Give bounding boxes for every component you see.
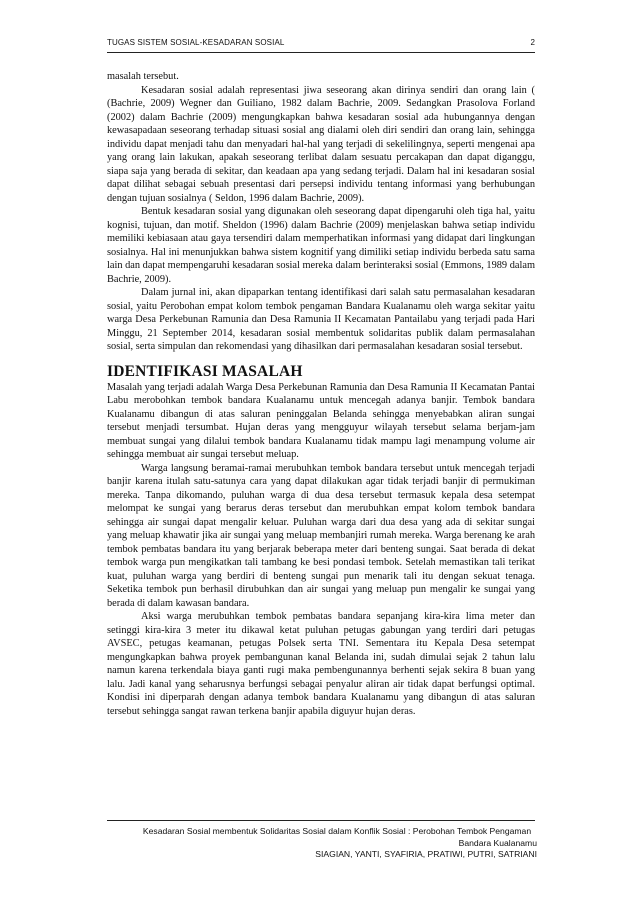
paragraph-masalah: Masalah yang terjadi adalah Warga Desa Perkebunan Ramunia dan Desa Ramunia II Kecamatan Pantai Labu merobohkan tembok bandara Kualanamu untuk mencegah adanya banjir. Tembok bandara Kualanamu dibangun di atas saluran peninggalan Belanda sehingga menyebabkan aliran sungai tersebut menjadi tersumbat. Hujan deras yang mengguyur wilayah tersebut selama berjam-jam membuat sungai yang dilalui tembok bandara Kualanamu tidak mampu lagi menampung volume air sehingga membuat air sungai tersebut meluap.: [107, 381, 535, 460]
page-header: [107, 38, 535, 47]
footer-divider: [107, 820, 535, 821]
footer-authors: SIAGIAN, YANTI, SYAFIRIA, PRATIWI, PUTRI, SATRIANI: [315, 849, 537, 859]
header-title: TUGAS SISTEM SOSIAL-KESADARAN SOSIAL: [107, 38, 285, 47]
footer-title-line: Kesadaran Sosial membentuk Solidaritas Sosial dalam Konflik Sosial : Perobohan Tembok Pengaman: [142, 826, 532, 836]
page-number: 2: [530, 38, 535, 47]
document-body: [107, 70, 535, 718]
paragraph-continuation: masalah tersebut.: [107, 71, 179, 82]
paragraph-aksi-warga: Aksi warga merubuhkan tembok pembatas bandara sepanjang kira-kira lima meter dan setinggi kira-kira 3 meter itu dikawal ketat puluhan petugas gabungan yang terdiri dari petugas AVSEC, petugas keamanan, petugas Polsek serta TNI. Sementara itu Kepala Desa setempat mengungkapkan bahwa proyek pembangunan kanal Belanda ini, sudah dimulai sejak 2 tahun lalu namun karena terkendala biaya ganti rugi maka pembengunannya berhenti sejak sekira 8 buan yang lalu. Jadi kanal yang seharusnya berfungsi sebagai penyalur aliran air tidak dapat berfungsi optimal. Kondisi ini diperparah dengan adanya tembok bandara Kualanamu yang dibangun di atas saluran tersebut sehingga sangat rawan terkena banjir apabila diguyur hujan deras.: [107, 611, 535, 717]
paragraph-warga-langsung: Warga langsung beramai-ramai merubuhkan tembok bandara tersebut untuk mencegah terjadi banjir karena itulah satu-satunya cara yang dapat dilakukan agar tidak terjadi banjir di permukiman mereka. Tanpa dikomando, puluhan warga di dua desa tersebut termasuk kepala desa setempat melompat ke sungai yang berarus deras tersebut dan merubuhkan empat kolom tembok bandara sehingga air sungai dapat mengalir keluar. Puluhan warga dari dua desa yang ada di sekitar sungai yang meluap khawatir jika air sungai yang meluap membanjiri rumah mereka. Warga berenang ke arah tembok pembatas bandara itu yang berjarak beberapa meter dari benteng sungai. Saat berada di dekat tembok warga pun mengikatkan tali tambang ke besi pondasi tembok. Setelah memastikan tali terikat kuat, puluhan warga yang berdiri di benteng sungai pun menarik tali itu dengan sekuat tenaga. Seketika tembok pun berhasil dirubuhkan dan air sungai yang meluap pun mengalir ke sungai yang berada di dalam kawasan bandara.: [107, 462, 535, 609]
paragraph-kesadaran-sosial: Kesadaran sosial adalah representasi jiwa seseorang akan dirinya sendiri dan orang lain ( (Bachrie, 2009) Wegner dan Guiliano, 1982 dalam Bachrie, 2009. Sedangkan Prasolova Forland (2002) dalam Bachrie (2009) mengungkapkan bahwa kesadaran sosial ada hubungannya dengan kewasapadaan seseorang terhadap situasi sosial ang dialami oleh diri sendiri dan orang lain, sehingga individu dapat menjadi tahu dan menyadari hal-hal yang terjadi di sekelilingnya, seperti mengenai apa yang orang lain lakukan, apakah seseorang terlibat dalam sesuatu percakapan dan dapat diganggu, siapa saja yang berada di sekitar, dan keadaan apa yang sedang terjadi. Dalam hal ini kesadaran sosial dapat dilihat sebagai sebuah presentasi dari persepsi individu tentang informasi yang berhubungan dengan tujuan sosialnya ( Seldon, 1996 dalam Bachrie, 2009).: [107, 84, 535, 204]
page-footer: [107, 826, 537, 861]
header-divider: [107, 52, 535, 53]
paragraph-dalam-jurnal: Dalam jurnal ini, akan dipaparkan tentang identifikasi dari salah satu permasalahan kesadaran sosial, yaitu Perobohan empat kolom tembok pengaman Bandara Kualanamu oleh warga sekitar yaitu warga Desa Perkebunan Ramunia dan Desa Ramunia II Kecamatan Pantailabu yang terjadi pada Hari Minggu, 21 September 2014, kesadaran sosial membentuk solidaritas publik dalam permasalahan sosial, serta simpulan dan rekomendasi yang dihasilkan dari permasalahan kesadaran sosial tersebut.: [107, 287, 535, 352]
section-heading: IDENTIFIKASI MASALAH: [107, 362, 303, 380]
paragraph-bentuk-kesadaran: Bentuk kesadaran sosial yang digunakan oleh seseorang dapat dipengaruhi oleh tiga hal, yaitu kognisi, tujuan, dan motif. Sheldon (1996) dalam Bachrie (2009) menjelaskan bahwa setiap individu memiliki kebiasaan atau gaya tersendiri dalam memperhatikan informasi yang didapat dari lingkungan sosialnya. Hal ini menunjukkan bahwa sistem kognitif yang dimiliki setiap individu berbeda satu sama lain dan dapat mempengaruhi kesadaran sosial mereka dalam berinteraksi sosial (Emmons, 1989 dalam Bachrie, 2009).: [107, 206, 535, 285]
footer-title-continuation: Bandara Kualanamu: [458, 837, 537, 848]
